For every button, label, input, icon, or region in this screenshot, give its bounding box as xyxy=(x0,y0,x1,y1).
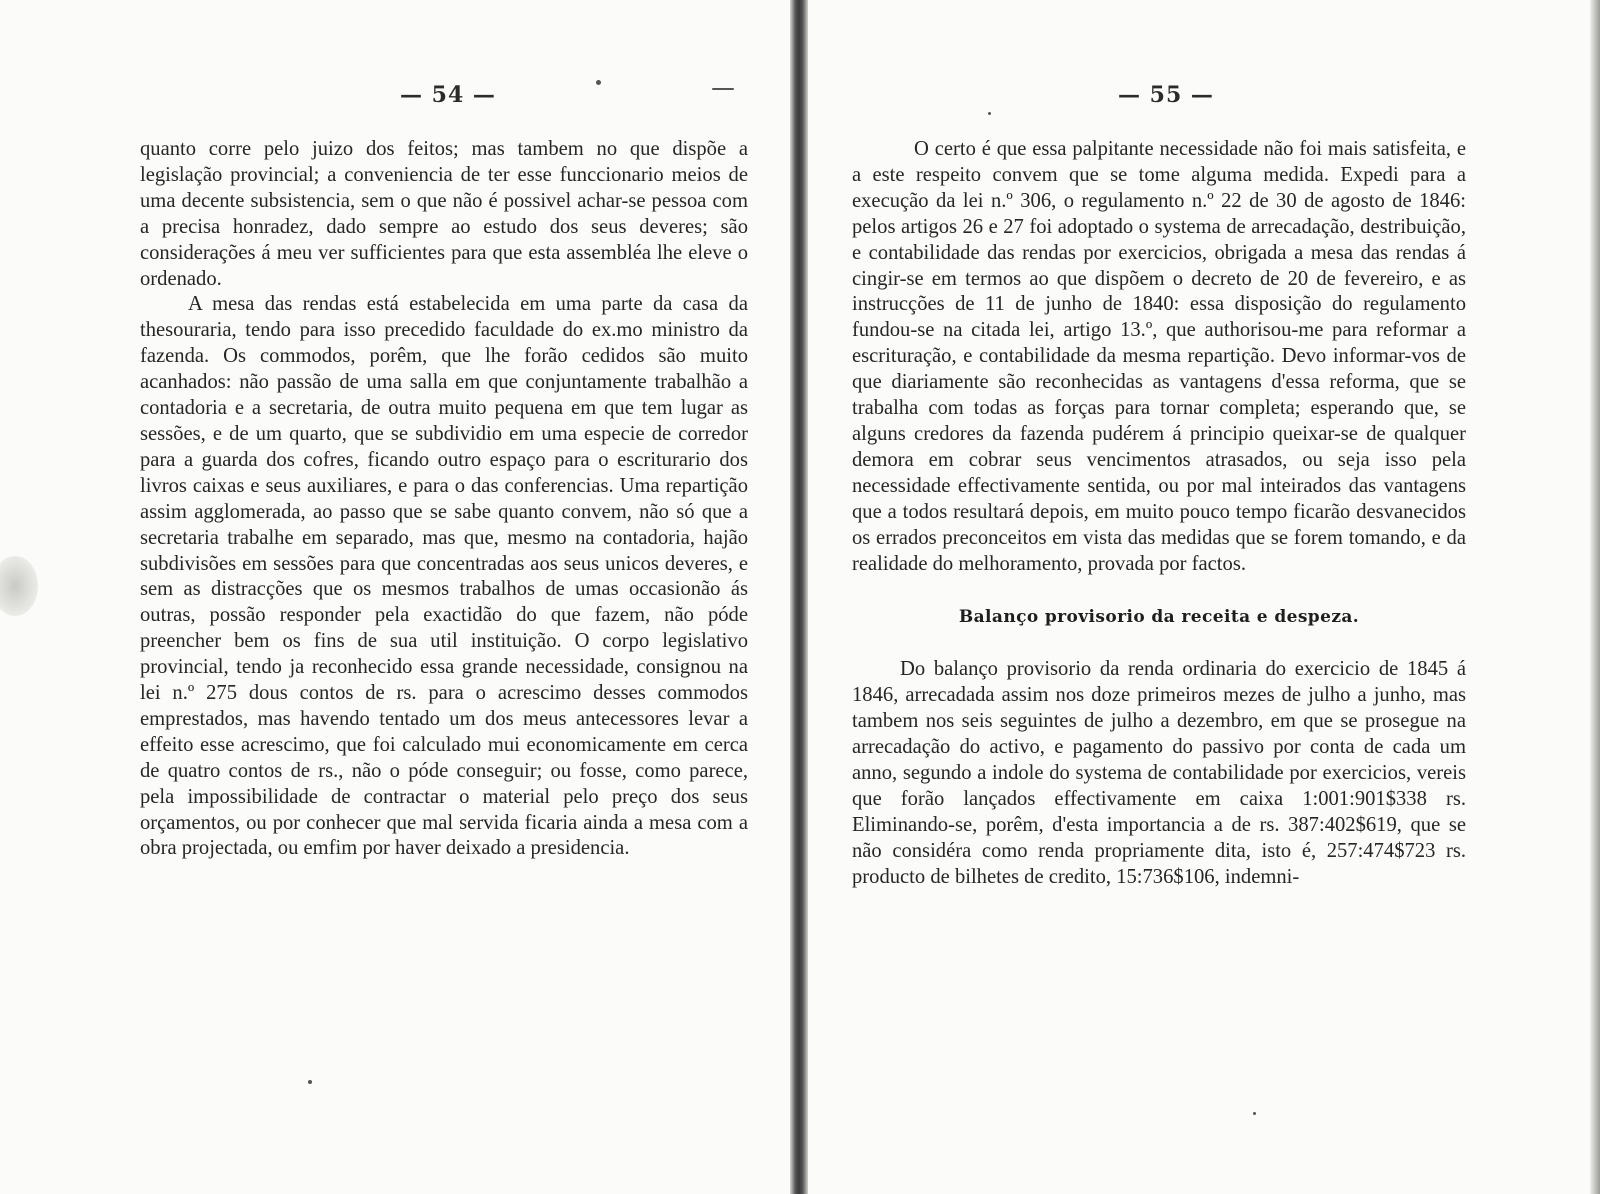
left-paragraph-2: A mesa das rendas está estabelecida em uma parte da casa da thesouraria, tendo para isso precedido faculdade do ex.mo ministro da fazenda. Os commodos, porêm, que lhe forão cedidos são muito acanhados: não passão de uma salla em que conjuntamente trabalhão a contadoria e a secretaria, de outra muito pequena em que tem lugar as sessões, e de um quarto, que se subdividio em uma especie de corredor para a guarda dos cofres, ficando outro espaço para o escriturario dos livros caixas e seus auxiliares, e para o das conferencias. Uma repartição assim agglomerada, ao passo que se sabe quanto convem, não só que a secretaria trabalhe em separado, mas que, mesmo na contadoria, hajão subdivisões em sessões para que concentradas aos seus unicos deveres, e sem as distracções que os mesmos trabalhos de umas occasionão ás outras, possão responder pela exactidão do que fazem, não póde preencher bem os fins de sua util instituição. O corpo legislativo provincial, tendo ja reconhecido essa grande necessidade, consignou na lei n.º 275 dous contos de rs. para o acrescimo desses commodos emprestados, mas havendo tentado um dos meus antecessores levar a effeito esse acrescimo, que foi calculado mui economicamente em cerca de quatro contos de rs., não o póde conseguir; ou fosse, como parece, pela impossibilidade de contractar o material pelo preço dos seus orçamentos, ou por conhecer que mal servida ficaria ainda a mesa com a obra projectada, ou emfim por haver deixado a presidencia. xyxy=(140,293,748,860)
left-page-number: — 54 — xyxy=(400,82,496,108)
right-page-text xyxy=(852,137,1466,890)
left-page-text xyxy=(140,137,748,862)
right-paragraph-1: O certo é que essa palpitante necessidade não foi mais satisfeita, e a este respeito convem que se tome alguma medida. Expedi para a execução da lei n.º 306, o regulamento n.º 22 de 30 de agosto de 1846: pelos artigos 26 e 27 foi adoptado o systema de arrecadação, destribuição, e contabilidade das rendas por exercicios, obrigada a mesa das rendas á cingir-se em termos ao que dispõem o decreto de 20 de fevereiro, e as instrucções de 11 de junho de 1840: essa disposição do regulamento fundou-se na citada lei, artigo 13.º, que authorisou-me para reformar a escrituração, e contabilidade da mesma repartição. Devo informar-vos de que diariamente são reconhecidas as vantagens d'essa reforma, que se trabalha com todas as forças para tornar completa; esperando que, se alguns credores da fazenda pudérem á principio queixar-se de qualquer demora em cobrar seus vencimentos atrasados, ou seja isso pela necessidade effectivamente sentida, ou por mal inteirados das vantagens que a todos resultará depois, em muito pouco tempo ficarão desvanecidos os errados preconceitos em vista das medidas que se forem tomando, e da realidade do melhoramento, provada por factos. xyxy=(852,138,1466,575)
right-paragraph-2: Do balanço provisorio da renda ordinaria do exercicio de 1845 á 1846, arrecadada assim nos doze primeiros mezes de julho a junho, mas tambem nos seis seguintes de julho a dezembro, em que se prosegue na arrecadação do activo, e pagamento do passivo por conta de cada um anno, segundo a indole do systema de contabilidade por exercicios, vereis que forão lançados effectivamente em caixa 1:001:901$338 rs. Eliminando-se, porêm, d'esta importancia a de rs. 387:402$619, que se não considéra como renda propriamente dita, isto é, 257:474$723 rs. producto de bilhetes de credito, 15:736$106, indemni- xyxy=(852,658,1466,888)
ink-mark xyxy=(712,88,734,90)
left-page xyxy=(0,0,790,1194)
paper-stain xyxy=(0,556,38,616)
ink-speck xyxy=(1253,1112,1256,1115)
book-gutter xyxy=(790,0,808,1194)
section-heading: Balanço provisorio da receita e despeza. xyxy=(958,607,1360,628)
ink-speck xyxy=(988,112,991,115)
page-edge xyxy=(1590,0,1600,1194)
right-page-number: — 55 — xyxy=(1118,82,1214,108)
ink-speck xyxy=(596,80,601,85)
left-paragraph-1: quanto corre pelo juizo dos feitos; mas tambem no que dispõe a legislação provincial; a conveniencia de ter esse funccionario meios de uma decente subsistencia, sem o que não é possivel achar-se pessoa com a precisa honradez, dado sempre ao estudo dos seus deveres; são considerações á meu ver sufficientes para que esta assembléa lhe eleve o ordenado. xyxy=(140,138,748,290)
ink-speck xyxy=(308,1080,312,1084)
right-page xyxy=(808,0,1600,1194)
